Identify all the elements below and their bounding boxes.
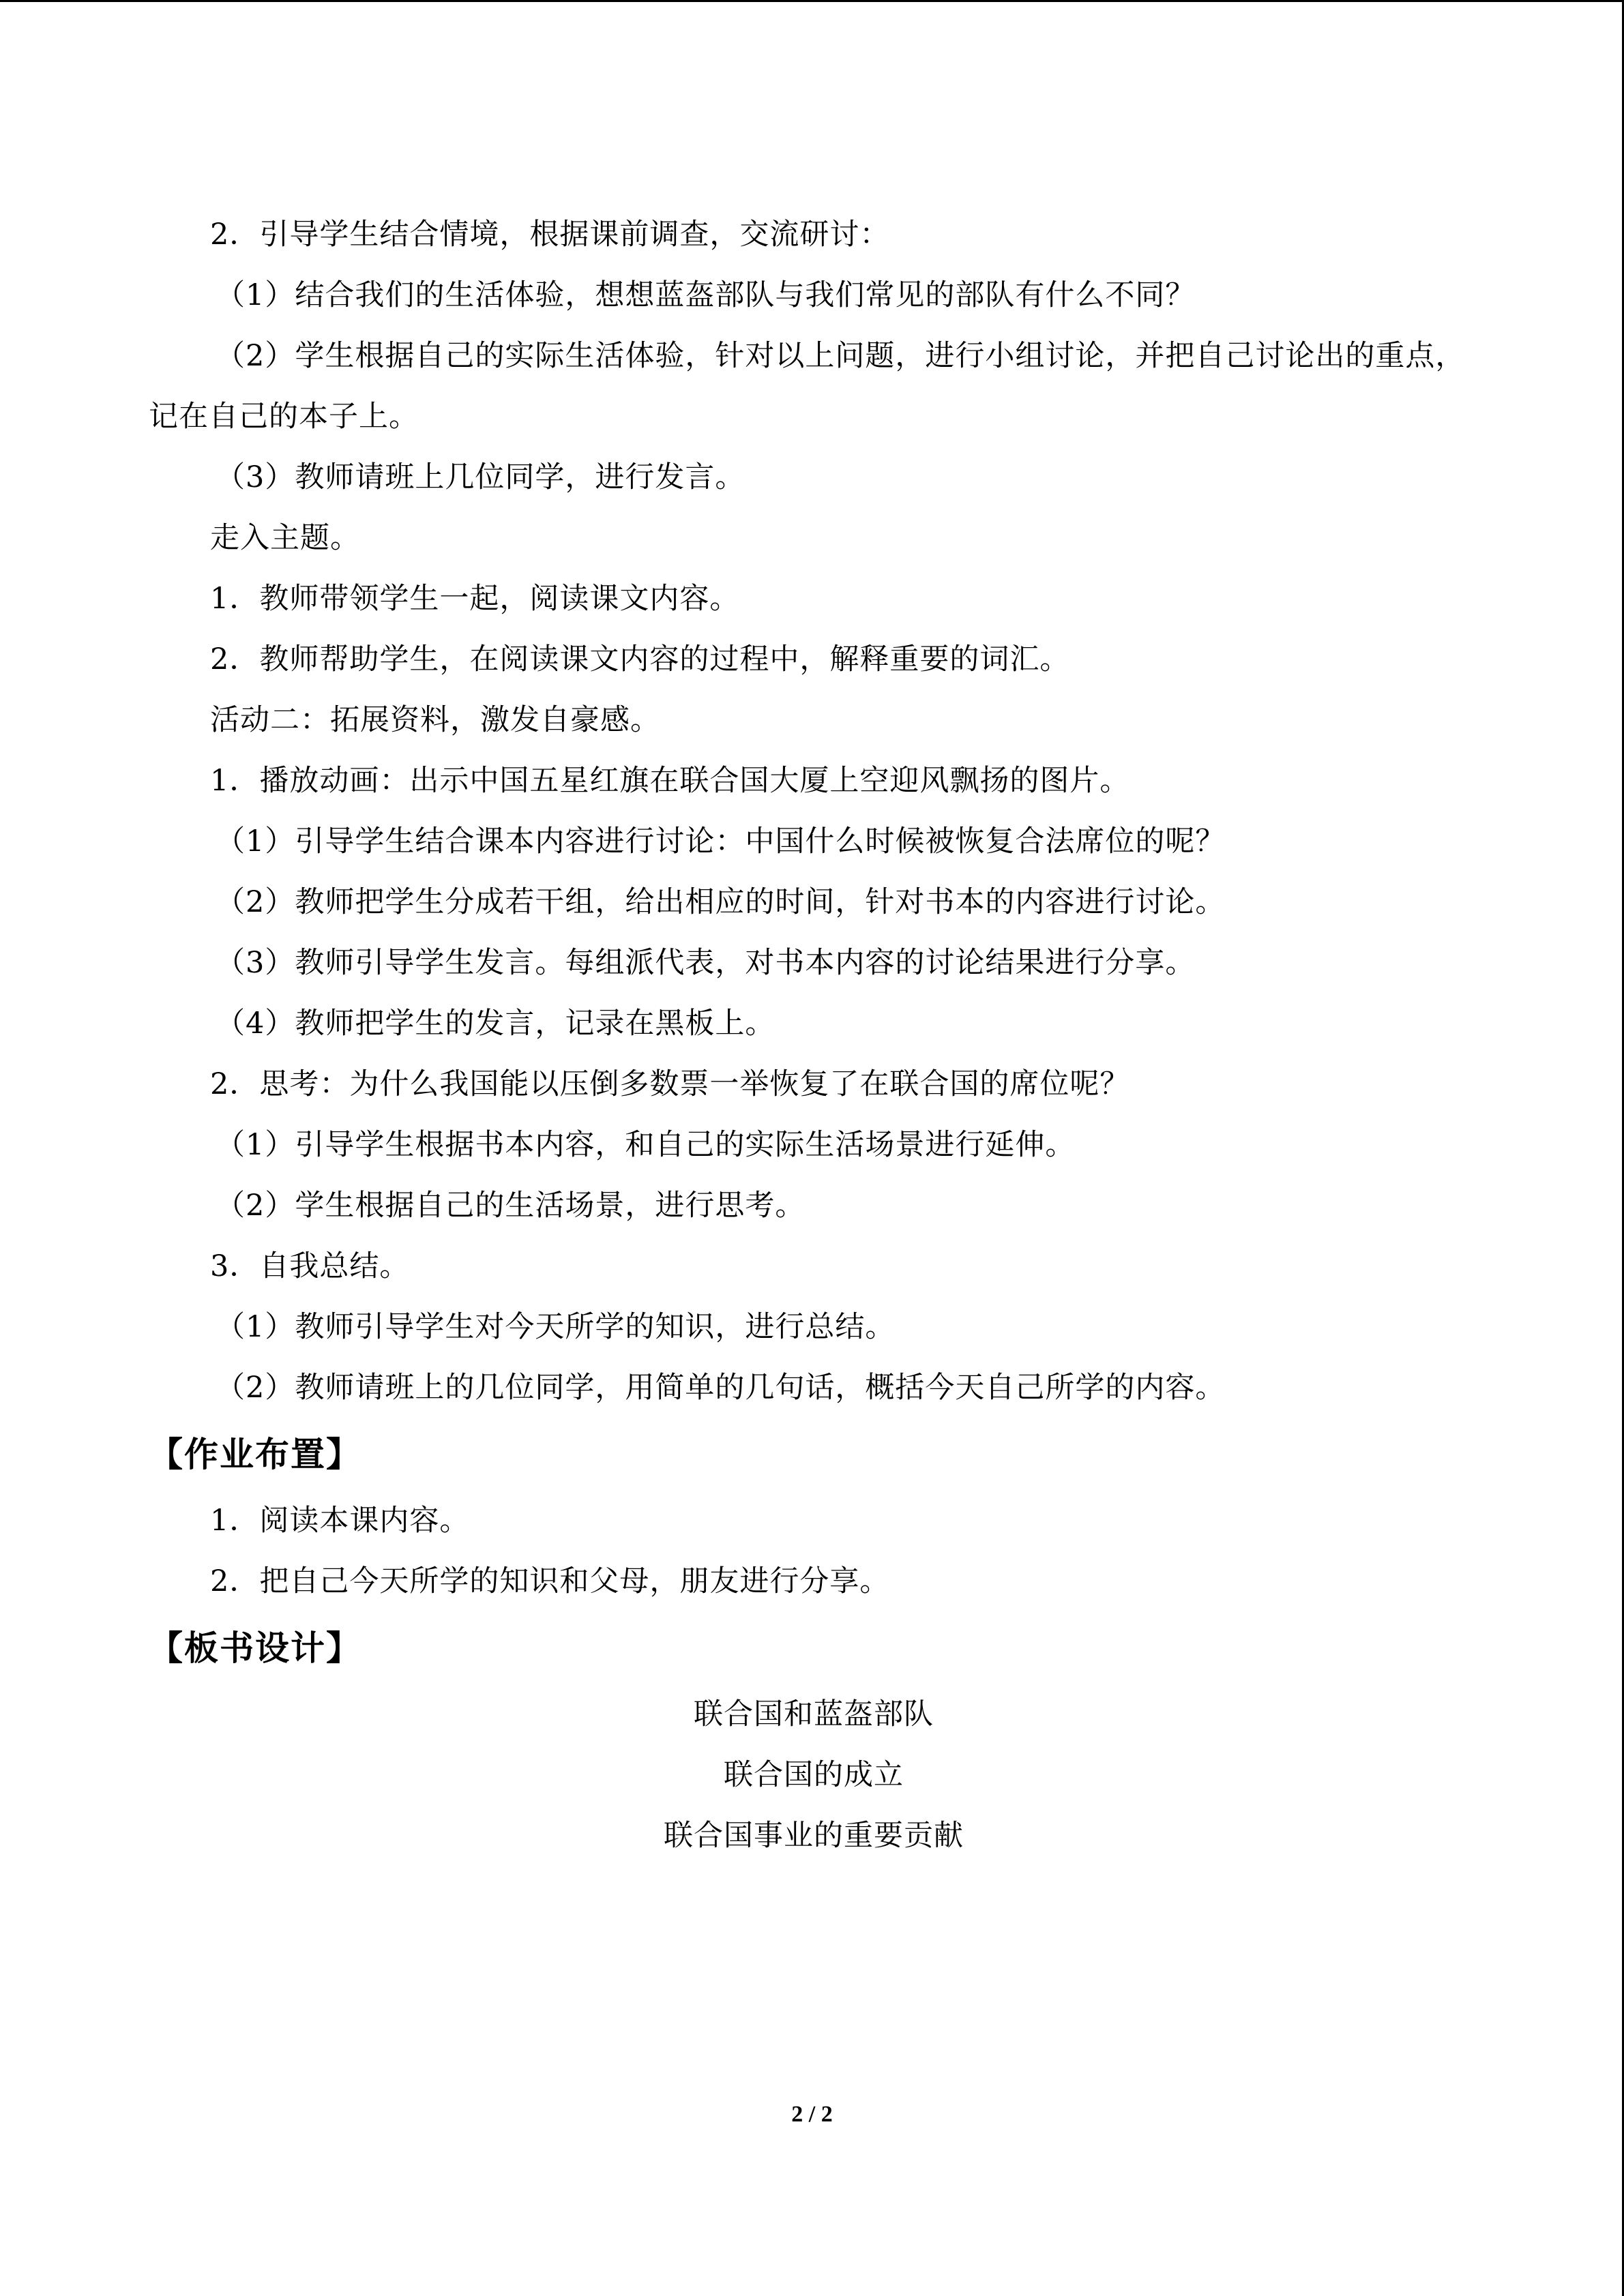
text-line: （3）教师引导学生发言。每组派代表，对书本内容的讨论结果进行分享。 <box>216 946 1196 980</box>
text-line: （4）教师把学生的发言，记录在黑板上。 <box>216 1007 776 1041</box>
text-line: 2．思考：为什么我国能以压倒多数票一举恢复了在联合国的席位呢？ <box>210 1067 1130 1101</box>
board-line: 联合国和蓝盔部队 <box>694 1697 934 1731</box>
text-line: （2）教师请班上的几位同学，用简单的几句话，概括今天自己所学的内容。 <box>216 1371 1226 1405</box>
text-line: （1）引导学生结合课本内容进行讨论：中国什么时候被恢复合法席位的呢？ <box>216 824 1226 859</box>
top-border-rule <box>0 0 1624 2</box>
text-line: 活动二：拓展资料，激发自豪感。 <box>210 703 660 737</box>
homework-item: 1．阅读本课内容。 <box>210 1504 470 1538</box>
homework-item: 2．把自己今天所学的知识和父母，朋友进行分享。 <box>210 1564 890 1598</box>
document-body <box>149 205 1479 1866</box>
text-line: 走入主题。 <box>210 521 360 555</box>
board-line: 联合国事业的重要贡献 <box>664 1819 964 1853</box>
text-line: （2）教师把学生分成若干组，给出相应的时间，针对书本的内容进行讨论。 <box>216 885 1226 919</box>
text-line: 2．教师帮助学生，在阅读课文内容的过程中，解释重要的词汇。 <box>210 642 1070 676</box>
text-line: 3．自我总结。 <box>210 1249 410 1283</box>
board-line: 联合国的成立 <box>724 1758 904 1792</box>
activity-section-part2 <box>149 447 1479 1418</box>
text-line: （1）引导学生根据书本内容，和自己的实际生活场景进行延伸。 <box>216 1128 1076 1162</box>
text-line: （3）教师请班上几位同学，进行发言。 <box>216 460 745 494</box>
homework-list <box>149 1491 1479 1612</box>
text-line: （1）教师引导学生对今天所学的知识，进行总结。 <box>216 1310 896 1344</box>
text-line: （2）学生根据自己的生活场景，进行思考。 <box>216 1189 806 1223</box>
board-design-heading: 【板书设计】 <box>149 1628 361 1668</box>
text-line: 2．引导学生结合情境，根据课前调查，交流研讨： <box>210 218 890 252</box>
board-design-block <box>149 1684 1479 1866</box>
wrapped-paragraph: （2）学生根据自己的实际生活体验，针对以上问题，进行小组讨论，并把自己讨论出的重点，记在自己的本子上。 <box>149 339 1466 434</box>
page-number: 2 / 2 <box>791 2102 833 2127</box>
activity-section-part1 <box>149 205 1479 326</box>
homework-heading: 【作业布置】 <box>149 1435 361 1474</box>
text-line: 1．教师带领学生一起，阅读课文内容。 <box>210 582 740 616</box>
text-line: （1）结合我们的生活体验，想想蓝盔部队与我们常见的部队有什么不同？ <box>216 278 1196 312</box>
text-line: 1．播放动画：出示中国五星红旗在联合国大厦上空迎风飘扬的图片。 <box>210 764 1130 798</box>
